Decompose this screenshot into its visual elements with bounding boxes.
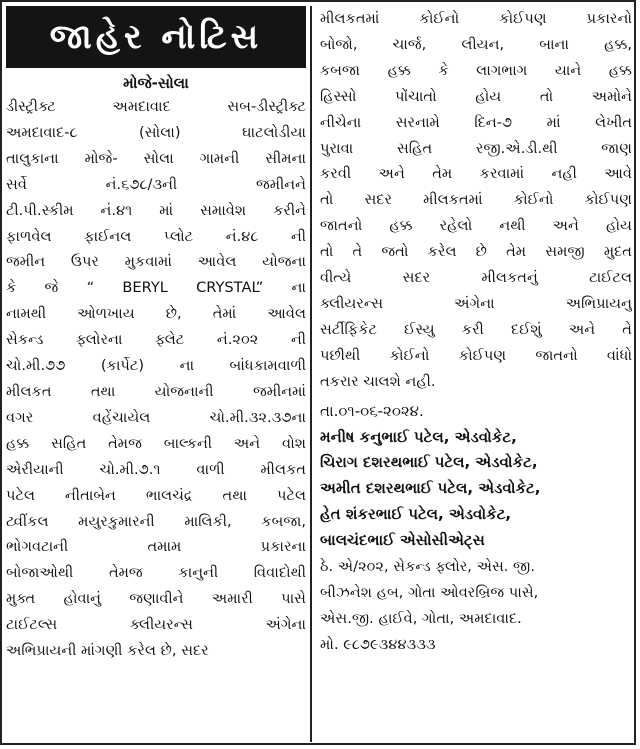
notice-text-line: ટાઈટલ્સ ક્લીયરન્સ અંગેના [6,616,306,634]
notice-text-line: હિસ્સો પોંચાતો હોય તો અમોને [320,87,632,105]
notice-text-line: નીચેના સરનામે દિન-૭ માં લેખીત [320,113,632,131]
left-column [6,6,306,742]
notice-text-line: વીત્યે સદર મીલકતનું ટાઈટલ [320,269,632,287]
notice-text-line: ડીસ્ટ્રીક્ટ અમદાવાદ સબ-ડીસ્ટ્રીક્ટ [6,98,306,115]
notice-text-line: તો સદર મીલકતમાં કોઈનો કોઈપણ [320,191,632,209]
notice-text-line: તાલુકાના મોજે- સોલા ગામની સીમના [6,149,306,167]
address-block [320,554,632,658]
notice-text-line: પુરાવા સહિત રજી.એ.ડી.થી જાણ [320,139,632,157]
notice-text-line: અભિપ્રાયની માંગણી કરેલ છે, સદર [6,642,209,660]
notice-text-line: નામથી ઓળખાય છે, તેમાં આવેલ [6,305,306,323]
notice-text-line: બોજાઓથી તેમજ કાનુની વિવાદોથી [6,564,306,582]
notice-text-line: તો તે જતો કરેલ છે તેમ સમજી મુદત [320,243,632,261]
notice-text-line: બોજો, ચાર્જ, લીયન, બાના હક્ક, [320,35,632,53]
address-line: ઠે. એ/૨૦૨, સેકન્ડ ફ્લોર, એસ. જી. [320,558,536,576]
signatory-line: હેત શંકરભાઈ પટેલ, એડવોકેટ, [320,505,512,524]
notice-text-line: જાતનો હક્ક રહેલો નથી અને હોય [320,217,632,235]
notice-text-line: મીલકતમાં કોઈનો કોઈપણ પ્રકારનો [320,10,632,27]
notice-text-line: ફાળવેલ ફાઈનલ પ્લોટ નં.૪૮ ની [6,227,306,245]
signatories-block [320,425,632,555]
notice-body-right [320,6,632,395]
column-divider [310,6,312,742]
notice-text-line: ટ્વીંકલ મયુરકુમારની માલિકી, કબજા, [6,512,306,530]
notice-text-line: ટી.પી.સ્કીમ નં.૪૧ માં સમાવેશ કરીને [6,201,306,219]
notice-text-line: સર્ટીફિકેટ ઈસ્યુ કરી દઈશું અને તે [320,320,632,338]
notice-text-line: કરવી અને તેમ કરવામાં નહી આવે [320,165,632,183]
notice-text-line: સર્વે નં.૬૭૮/૩ની જમીનને [6,175,306,193]
notice-text-line: હક્ક સહિત તેમજ બાલ્કની અને વોશ [6,434,306,452]
notice-text-line: મુક્ત હોવાનું જણાવીને અમારી પાસે [6,590,306,608]
address-line: મો. ૯૮૭૯૩૪૪૩૩૩ [320,635,436,653]
notice-text-line: તકરાર ચાલશે નહી. [320,372,436,390]
address-line: એસ.જી. હાઈવે, ગોતા, અમદાવાદ. [320,609,522,627]
notice-text-line: ચો.મી.૭૭ (કાર્પેટ) ના બાંધકામવાળી [6,357,306,375]
signatory-line: ચિરાગ દશરથભાઈ પટેલ, એડવોકેટ, [320,453,538,472]
signatory-line: મનીષ કનુભાઈ પટેલ, એડવોકેટ, [320,427,517,446]
right-column [320,6,632,742]
notice-body-left [6,94,306,664]
notice-title: જાહેર નોટિસ [6,6,306,68]
notice-subheading: મોજે-સોલા [123,74,189,92]
notice-text-line: કે જે “ BERYL CRYSTAL” ના [6,279,306,297]
notice-text-line: મીલકત તથા યોજનાની જમીનમાં [6,382,306,400]
address-line: બીઝનેશ હબ, ગોતા ઓવરબ્રિજ પાસે, [320,583,539,601]
notice-text-line: સેકન્ડ ફ્લોરના ફ્લેટ નં.૨૦૨ ની [6,331,306,349]
notice-text-line: ક્લીયરન્સ અંગેના અભિપ્રાયનુ [320,294,632,312]
notice-text-line: વગર વહેંચાયેલ ચો.મી.૩૨.૩૭ના [6,408,306,426]
notice-date: તા.૦૧-૦૬-૨૦૨૪. [320,401,424,420]
notice-text-line: પટેલ નીતાબેન ભાલચંદ્ર તથા પટેલ [6,486,306,504]
notice-text-line: જમીન ઉપર મુકવામાં આવેલ યોજના [6,253,306,271]
notice-text-line: પછીથી કોઈનો કોઈપણ જાતનો વાંધો [320,346,632,364]
notice-text-line: કબજા હક્ક કે લાગભાગ યાને હક્ક [320,61,632,79]
signatory-line: બાલચંદભાઈ એસોસીએટ્સ [320,531,485,550]
signatory-line: અમીત દશરથભાઈ પટેલ, એડવોકેટ, [320,479,541,498]
notice-text-line: ભોગવટાની તમામ પ્રકારના [6,538,306,556]
notice-text-line: અમદાવાદ-૮ (સોલા) ઘાટલોડીયા [6,123,306,141]
notice-text-line: એરીયાની ચો.મી.૭.૧ વાળી મીલકત [6,460,306,478]
